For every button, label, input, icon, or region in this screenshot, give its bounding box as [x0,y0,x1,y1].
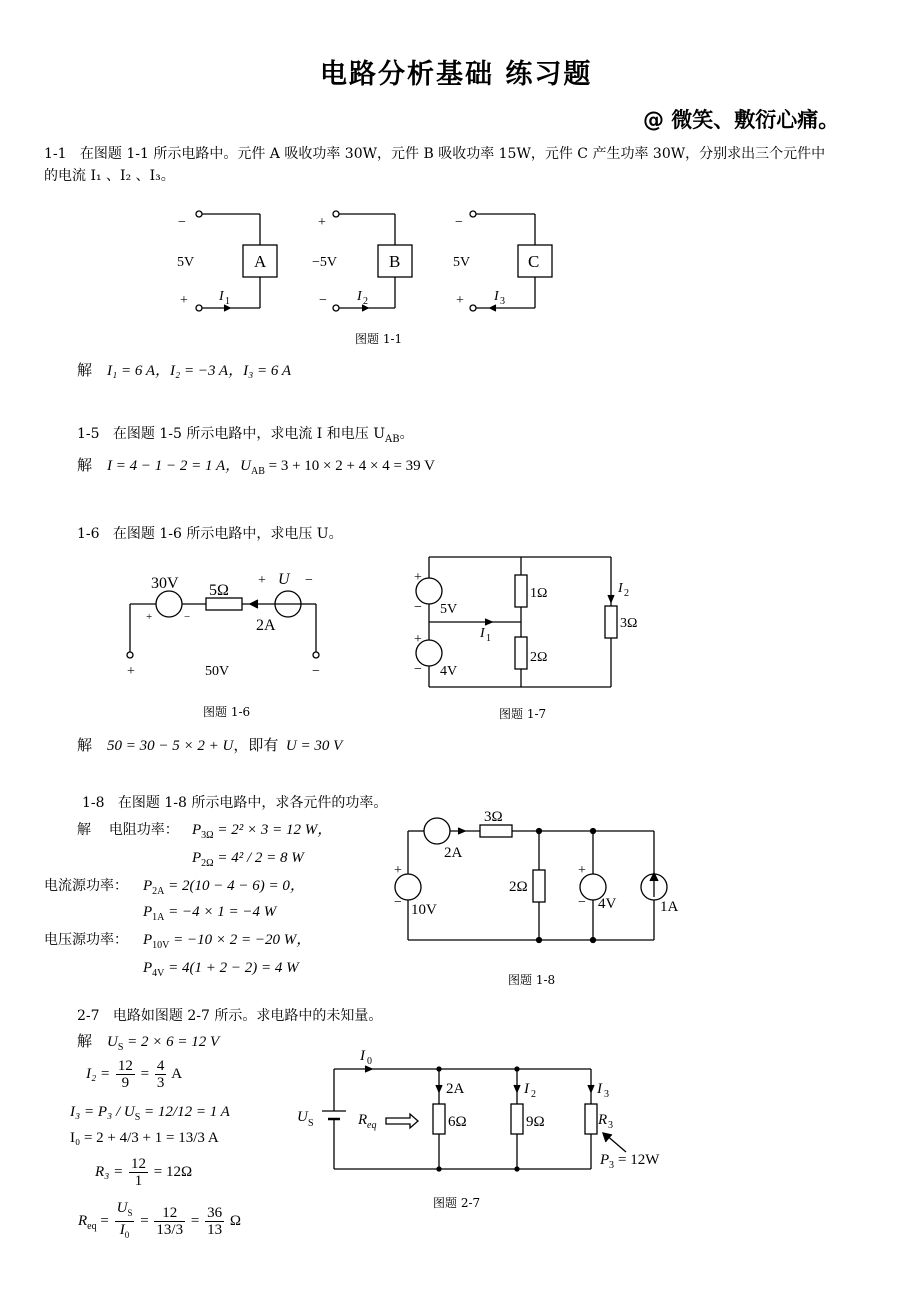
sign-plus: + [394,863,402,878]
equals: = [140,1065,150,1082]
power-sub: 2A [152,886,165,897]
resistor-6ohm [433,1104,445,1134]
power-sym: P [143,904,153,920]
sign-plus: + [578,863,586,878]
den-sym: I [119,1222,125,1238]
numerator: 12 [117,1058,133,1074]
voltage-c: 5V [453,255,471,270]
solution-mid: ，即有 [233,738,279,754]
label-i2: I [524,1081,529,1097]
sign-bottom-a: + [180,293,188,308]
power-sym: P [143,878,153,894]
label-3ohm: 3Ω [620,616,638,631]
current-i2: I [357,289,362,304]
problem-label: 1-1 [44,146,67,162]
req-sub: eq [87,1220,97,1232]
label-2ohm: 2Ω [509,879,528,895]
resistor-r3 [585,1104,597,1134]
sign-bottom-b: − [319,293,327,308]
problem-label: 2-7 [77,1008,100,1024]
solution-eq-a: 50 = 30 − 5 × 2 + U [107,738,234,754]
power-expr: = −4 × 1 = −4 W [164,904,277,920]
sign-plus-u: + [258,573,266,588]
label-4v: 4V [440,664,458,679]
i3-expr: I₃ = P₃ / U [70,1104,135,1120]
sign-minus: − [578,895,586,910]
problem-1-1-text-cont: 的电流 I₁ 、I₂ 、I₃。 [44,168,175,184]
current-i2-sub: 2 [363,296,368,307]
power-sym: P [143,960,153,976]
power-sub: 4V [152,968,165,979]
sign-minus: − [184,611,191,623]
problem-label: 1-6 [77,526,100,542]
solution-label: 解 [77,363,93,379]
problem-text: 电路如图题 2-7 所示。求电路中的未知量。 [112,1008,383,1024]
solution-label: 解 [77,458,93,474]
label-50v: 50V [205,664,230,679]
label-5ohm: 5Ω [209,582,229,599]
label-1ohm: 1Ω [530,586,548,601]
label-i1: I [480,626,485,641]
equals: = [140,1212,149,1229]
eq-i0: I₀ = 2 + 4/3 + 1 = 13/3 A [70,1130,219,1146]
problem-text: 在图题 1-6 所示电路中，求电压 U。 [112,526,343,542]
label-r3-sub: 3 [608,1120,613,1131]
power-expr: = 2² × 3 = 12 W， [213,822,333,838]
label-i3: I [597,1081,602,1097]
problem-label: 1-5 [77,426,100,442]
label-p3-sub: 3 [609,1160,614,1171]
label-3ohm: 3Ω [484,809,503,825]
us-sym: U [107,1034,118,1050]
problem-label: 1-8 [82,795,105,811]
label-6ohm: 6Ω [448,1114,467,1130]
power-sub: 1A [152,912,165,923]
numerator: 12 [154,1205,185,1222]
element-a-label: A [254,252,267,271]
power-sub: 2Ω [201,858,214,869]
power-sym: P [143,932,153,948]
equals: = [100,1212,109,1229]
i3-sub: S [134,1112,141,1123]
element-c-label: C [528,252,540,271]
sign-minus: − [414,600,422,615]
solution-end: = 3 + 10 × 2 + 4 × 4 = 39 V [264,458,435,474]
power-expr: = 2(10 − 4 − 6) = 0， [164,878,305,894]
arrow-right-icon [386,1114,418,1128]
label-i1-sub: 1 [486,633,491,644]
label-5v: 5V [440,602,458,617]
denominator: 1 [134,1173,143,1189]
numerator: 36 [207,1205,223,1221]
label-us: U [297,1109,308,1125]
label-30v: 30V [151,575,179,592]
label-2a: 2A [446,1081,465,1097]
resistor-9ohm [511,1104,523,1134]
label-i2-sub: 2 [624,588,629,599]
label-i0-sub: 0 [367,1056,372,1067]
sign-minus-out: − [312,664,320,679]
solution-text: I₁ = 6 A，I₂ = −3 A，I₃ = 6 A [107,363,292,379]
req-sym: R [78,1212,88,1229]
sign-plus-out: + [127,664,135,679]
solution-label: 解 [77,1034,93,1050]
label-req-sub: eq [367,1120,377,1131]
problem-text: 在图题 1-5 所示电路中，求电流 I 和电压 U [112,426,386,442]
problem-text: 在图题 1-1 所示电路中。元件 A 吸收功率 30W，元件 B 吸收功率 15W，元件 C 产生功率 30W，分别求出三个元件中 [79,146,826,162]
label-1a: 1A [660,899,679,915]
us-expr: = 2 × 6 = 12 V [123,1034,220,1050]
label-4v: 4V [598,896,617,912]
caption-1-8: 图题 1-8 [508,973,556,987]
r3-lhs: R₃ = [95,1163,124,1180]
sign-top-c: − [455,215,463,230]
label-req: R [358,1112,368,1128]
sign-top-a: − [178,215,186,230]
label-r3: R [598,1112,608,1128]
num-sub: S [127,1208,133,1218]
solution-label: 解 [77,738,93,754]
numerator: 12 [131,1156,146,1172]
current-i3-sub: 3 [500,296,505,307]
solution-eq-b: U = 30 V [285,738,343,754]
numerator: 4 [156,1058,165,1074]
label-i2-sub: 2 [531,1089,536,1100]
voltage-b: −5V [312,255,338,270]
power-sym: P [192,850,202,866]
caption-2-7: 图题 2-7 [433,1196,481,1210]
solution-sub: AB [250,466,265,477]
cur-power-label: 电流源功率： [44,878,128,894]
current-i1: I [219,289,224,304]
label-i3-sub: 3 [604,1089,609,1100]
caption-1-1: 图题 1-1 [355,332,403,346]
sign-plus: + [146,611,153,623]
page-title: 电路分析基础 练习题 [320,59,593,90]
label-i2: I [618,581,623,596]
label-p3-value: = 12W [618,1152,660,1168]
sign-minus-u: − [305,573,313,588]
power-sym: P [192,822,202,838]
denominator: 13 [207,1222,223,1238]
current-i1-sub: 1 [225,296,230,307]
sign-minus: − [414,662,422,677]
author-line: @ 微笑、敷衍心痛。 [643,108,840,132]
solution-label: 解 [77,822,91,838]
sign-plus: + [414,570,422,585]
current-i3: I [494,289,499,304]
problem-text-end: 。 [399,426,414,442]
unit: Ω [229,1212,241,1229]
label-10v: 10V [411,902,437,918]
sign-top-b: + [318,215,326,230]
caption-1-6: 图题 1-6 [203,705,251,719]
power-expr: = −10 × 2 = −20 W， [169,932,312,948]
res-power-label: 电阻功率： [108,822,179,838]
den-sub: 0 [124,1230,130,1240]
sign-bottom-c: + [456,293,464,308]
label-9ohm: 9Ω [526,1114,545,1130]
label-2a: 2A [444,845,463,861]
power-expr: = 4² / 2 = 8 W [213,850,304,866]
element-b-label: B [389,252,401,271]
voltage-a: 5V [177,255,195,270]
label-2ohm: 2Ω [530,650,548,665]
solution-text: I = 4 − 1 − 2 = 1 A，U [107,458,251,474]
num-sym: U [116,1200,128,1216]
equals: = [190,1212,200,1229]
power-expr: = 4(1 + 2 − 2) = 4 W [164,960,299,976]
problem-text-sub: AB [385,433,400,445]
label-2a: 2A [256,617,276,634]
label-u: U [278,571,290,588]
power-sub: 10V [152,940,170,951]
r3-end: = 12Ω [153,1163,193,1180]
denominator: 9 [121,1075,130,1091]
volt-power-label: 电压源功率： [44,932,128,948]
i2-lhs: I₂ = [86,1065,111,1082]
label-i0: I [360,1048,365,1064]
unit: A [171,1065,183,1082]
sign-minus: − [394,895,402,910]
power-sub: 3Ω [201,830,214,841]
denominator: 3 [156,1075,165,1091]
us-sub: S [117,1042,124,1053]
caption-1-7: 图题 1-7 [499,707,547,721]
sign-plus: + [414,632,422,647]
label-p3: P [600,1152,610,1168]
i3-end: = 12/12 = 1 A [140,1104,230,1120]
label-us-sub: S [308,1118,314,1129]
denominator: 13/3 [156,1222,184,1238]
problem-text: 在图题 1-8 所示电路中，求各元件的功率。 [117,795,388,811]
